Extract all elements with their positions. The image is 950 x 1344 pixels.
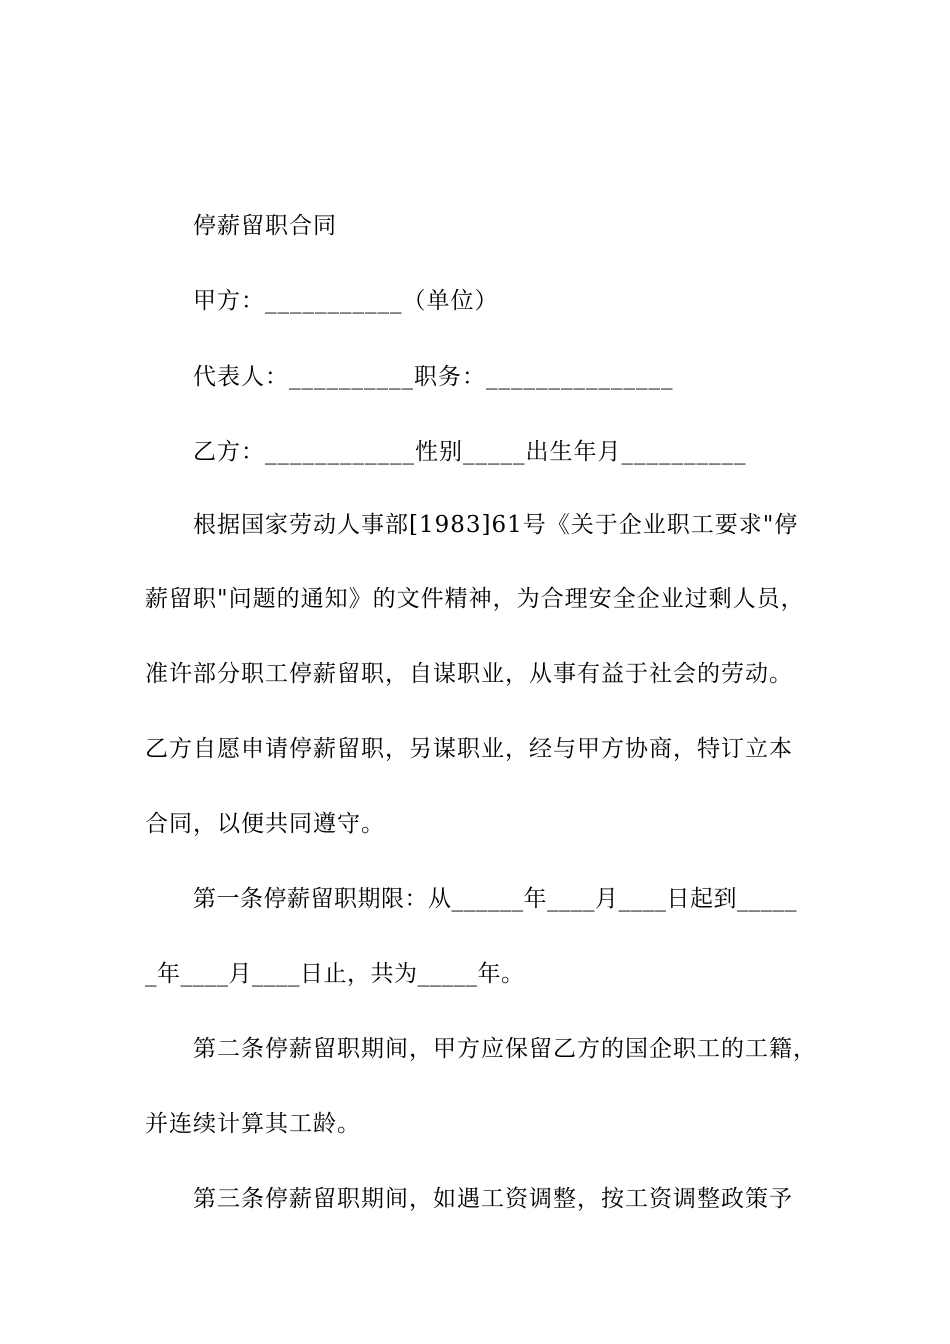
article1-line-2: _年____月____日止，共为_____年。 [145,961,525,987]
representative-line: 代表人：__________职务：_______________ [193,364,674,390]
document-title: 停薪留职合同 [193,213,337,239]
article2-line-1: 第二条停薪留职期间，甲方应保留乙方的国企职工的工籍， [193,1036,817,1062]
preamble-line-1: 根据国家劳动人事部[1983]61号《关于企业职工要求"停 [193,512,799,538]
preamble-line-3: 准许部分职工停薪留职，自谋职业，从事有益于社会的劳动。 [145,661,793,687]
party-b-line: 乙方：____________性别_____出生年月__________ [193,439,747,465]
article3-line-1: 第三条停薪留职期间，如遇工资调整，按工资调整政策予 [193,1186,793,1212]
article2-line-2: 并连续计算其工龄。 [145,1111,361,1137]
preamble-line-4: 乙方自愿申请停薪留职，另谋职业，经与甲方协商，特订立本 [145,736,793,762]
preamble-line-5: 合同，以便共同遵守。 [145,811,385,837]
party-a-line: 甲方：___________（单位） [193,288,499,314]
article1-line-1: 第一条停薪留职期限：从______年____月____日起到_____ [193,886,797,912]
preamble-line-2: 薪留职"问题的通知》的文件精神，为合理安全企业过剩人员， [145,586,805,612]
